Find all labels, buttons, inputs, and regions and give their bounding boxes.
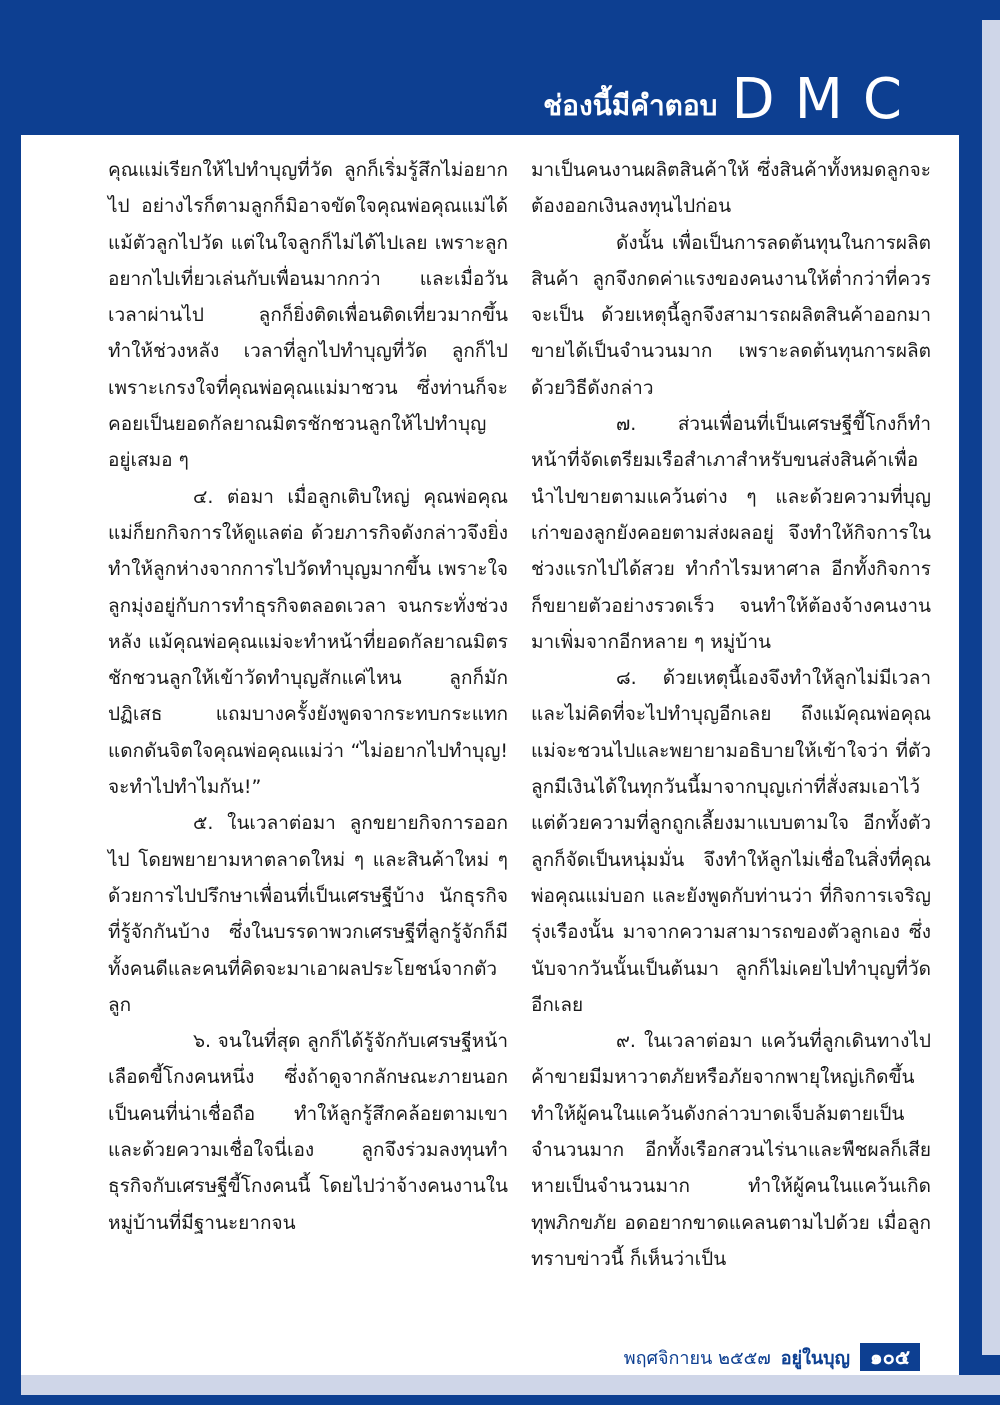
paragraph: ๔. ต่อมา เมื่อลูกเติบใหญ่ คุณพ่อคุณแม่ก็ยกกิจการให้ดูแลต่อ ด้วยภารกิจดังกล่าวจึงยิ่งทำให้ลูกห่างจากการไปวัดทำบุญมากขึ้น เพราะใจลูกมุ่งอยู่กับการทำธุรกิจตลอดเวลา จนกระทั่งช่วงหลัง แม้คุณพ่อคุณแม่จะทำหน้าที่ยอดกัลยาณมิตรชักชวนลูกให้เข้าวัดทำบุญสักแค่ไหน ลูกก็มักปฏิเสธ แถมบางครั้งยังพูดจากระทบกระแทกแดกดันจิตใจคุณพ่อคุณแม่ว่า “ไม่อยากไปทำบุญ! จะทำไปทำไมกัน!” [108,485,508,799]
issue-date: พฤศจิกายน ๒๕๕๗ [623,1347,771,1369]
paragraph: มาเป็นคนงานผลิตสินค้าให้ ซึ่งสินค้าทั้งหมดลูกจะต้องออกเงินลงทุนไปก่อน [531,159,931,218]
magazine-name: อยู่ในบุญ [780,1347,850,1369]
text-column-left [108,152,508,1241]
paragraph: ๗. ส่วนเพื่อนที่เป็นเศรษฐีขี้โกงก็ทำหน้าที่จัดเตรียมเรือสำเภาสำหรับขนส่งสินค้าเพื่อนำไปขายตามแคว้นต่าง ๆ และด้วยความที่บุญเก่าของลูกยังคอยตามส่งผลอยู่ จึงทำให้กิจการในช่วงแรกไปได้สวย ทำกำไรมหาศาล อีกทั้งกิจการก็ขยายตัวอย่างรวดเร็ว จนทำให้ต้องจ้างคนงานมาเพิ่มจากอีกหลาย ๆ หมู่บ้าน [531,413,931,653]
bottom-stripe [21,1375,1000,1395]
paragraph: คุณแม่เรียกให้ไปทำบุญที่วัด ลูกก็เริ่มรู้สึกไม่อยากไป อย่างไรก็ตามลูกก็มิอาจขัดใจคุณพ่อคุณแม่ได้ แม้ตัวลูกไปวัด แต่ในใจลูกก็ไม่ได้ไปเลย เพราะลูกอยากไปเที่ยวเล่นกับเพื่อนมากกว่า และเมื่อวันเวลาผ่านไป ลูกก็ยิ่งติดเพื่อนติดเที่ยวมากขึ้น ทำให้ช่วงหลัง เวลาที่ลูกไปทำบุญที่วัด ลูกก็ไปเพราะเกรงใจที่คุณพ่อคุณแม่มาชวน ซึ่งท่านก็จะคอยเป็นยอดกัลยาณมิตรชักชวนลูกให้ไปทำบุญอยู่เสมอ ๆ [108,159,508,472]
paragraph: ดังนั้น เพื่อเป็นการลดต้นทุนในการผลิตสินค้า ลูกจึงกดค่าแรงของคนงานให้ต่ำกว่าที่ควรจะเป็น ด้วยเหตุนี้ลูกจึงสามารถผลิตสินค้าออกมาขายได้เป็นจำนวนมาก เพราะลดต้นทุนการผลิตด้วยวิธีดังกล่าว [531,231,931,399]
paragraph: ๖. จนในที่สุด ลูกก็ได้รู้จักกับเศรษฐีหน้าเลือดขี้โกงคนหนึ่ง ซึ่งถ้าดูจากลักษณะภายนอกเป็นคนที่น่าเชื่อถือ ทำให้ลูกรู้สึกคล้อยตามเขา และด้วยความเชื่อใจนี่เอง ลูกจึงร่วมลงทุนทำธุรกิจกับเศรษฐีขี้โกงคนนี้ โดยไปว่าจ้างคนงานในหมู่บ้านที่มีฐานะยากจน [108,1030,508,1234]
page-number: ๑๐๕ [860,1343,920,1371]
column-header [543,58,922,132]
text-column-right [531,152,931,1277]
right-edge-stripe [982,20,1000,1355]
paragraph: ๙. ในเวลาต่อมา แคว้นที่ลูกเดินทางไปค้าขายมีมหาวาตภัยหรือภัยจากพายุใหญ่เกิดขึ้น ทำให้ผู้คนในแคว้นดังกล่าวบาดเจ็บล้มตายเป็นจำนวนมาก อีกทั้งเรือกสวนไร่นาและพืชผลก็เสียหายเป็นจำนวนมาก ทำให้ผู้คนในแคว้นเกิดทุพภิกขภัย อดอยากขาดแคลนตามไปด้วย เมื่อลูกทราบข่าวนี้ ก็เห็นว่าเป็น [531,1030,931,1270]
paragraph: ๘. ด้วยเหตุนี้เองจึงทำให้ลูกไม่มีเวลาและไม่คิดที่จะไปทำบุญอีกเลย ถึงแม้คุณพ่อคุณแม่จะชวนไปและพยายามอธิบายให้เข้าใจว่า ที่ตัวลูกมีเงินได้ในทุกวันนี้มาจากบุญเก่าที่สั่งสมเอาไว้ แต่ด้วยความที่ลูกถูกเลี้ยงมาแบบตามใจ อีกทั้งตัวลูกก็จัดเป็นหนุ่มมั่น จึงทำให้ลูกไม่เชื่อในสิ่งที่คุณพ่อคุณแม่บอก และยังพูดกับท่านว่า ที่กิจการเจริญรุ่งเรืองนั้น มาจากความสามารถของตัวลูกเอง ซึ่งนับจากวันนั้นเป็นต้นมา ลูกก็ไม่เคยไปทำบุญที่วัดอีกเลย [531,667,931,1016]
column-name: ช่องนี้มีคำตอบ [543,89,718,122]
page-footer [624,1343,920,1371]
paragraph: ๕. ในเวลาต่อมา ลูกขยายกิจการออกไป โดยพยายามหาตลาดใหม่ ๆ และสินค้าใหม่ ๆ ด้วยการไปปรึกษาเพื่อนที่เป็นเศรษฐีบ้าง นักธุรกิจที่รู้จักกันบ้าง ซึ่งในบรรดาพวกเศรษฐีที่ลูกรู้จักก็มีทั้งคนดีและคนที่คิดจะมาเอาผลประโยชน์จากตัวลูก [108,812,508,1016]
column-brand: DMC [731,67,922,132]
